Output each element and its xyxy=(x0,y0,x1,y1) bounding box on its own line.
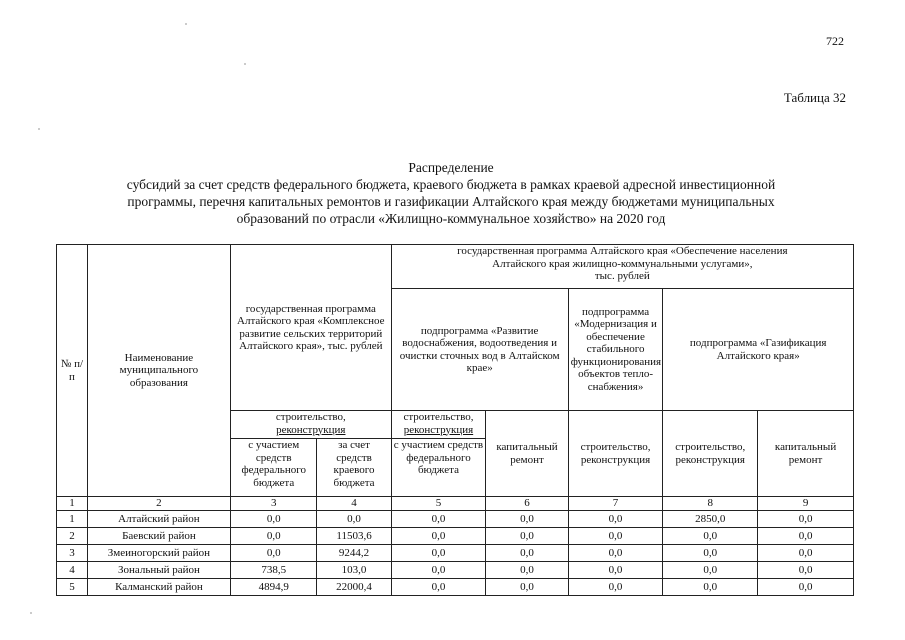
cell-regional-rural: 0,0 xyxy=(317,511,391,528)
cell-federal-water: 0,0 xyxy=(391,562,486,579)
table-label: Таблица 32 xyxy=(783,90,846,105)
row-number: 4 xyxy=(57,562,88,579)
header-regional-rural: за счет средств краевого бюджета xyxy=(317,439,391,497)
scan-speck xyxy=(30,612,32,614)
cell-federal-water: 0,0 xyxy=(391,511,486,528)
municipality-name: Алтайский район xyxy=(87,511,230,528)
cell-federal-rural: 738,5 xyxy=(230,562,316,579)
cell-regional-rural: 103,0 xyxy=(317,562,391,579)
subsidy-table xyxy=(56,244,854,596)
column-number: 2 xyxy=(87,497,230,511)
cell-regional-rural: 11503,6 xyxy=(317,528,391,545)
table-row xyxy=(57,511,854,528)
header-subprogram-gas: подпрограмма «Газификация Алтайского края» xyxy=(663,289,854,411)
cell-federal-rural: 0,0 xyxy=(230,511,316,528)
construction-line-2: реконструкция xyxy=(403,423,474,436)
cell-repair-gas: 0,0 xyxy=(758,528,854,545)
page-number: 722 xyxy=(826,34,844,48)
scan-speck xyxy=(38,128,40,130)
header-construction-heat: строительство, реконструкция xyxy=(568,411,663,497)
cell-construction-heat: 0,0 xyxy=(568,528,663,545)
column-number: 1 xyxy=(57,497,88,511)
cell-construction-gas: 0,0 xyxy=(663,579,758,596)
row-number: 3 xyxy=(57,545,88,562)
cell-construction-heat: 0,0 xyxy=(568,511,663,528)
column-number-row xyxy=(57,497,854,511)
cell-construction-gas: 0,0 xyxy=(663,528,758,545)
cell-repair-water: 0,0 xyxy=(486,562,568,579)
header-program-rural: государственная программа Алтайского края «Комплексное развитие сельских территорий Алтайского края», тыс. рублей xyxy=(230,245,391,411)
cell-construction-gas: 0,0 xyxy=(663,562,758,579)
header-name: Наименование муниципального образования xyxy=(87,245,230,497)
column-number: 7 xyxy=(568,497,663,511)
cell-repair-water: 0,0 xyxy=(486,528,568,545)
cell-federal-water: 0,0 xyxy=(391,528,486,545)
header-federal-water: с участием средств федерального бюджета xyxy=(391,439,486,497)
municipality-name: Калманский район xyxy=(87,579,230,596)
table-row xyxy=(57,528,854,545)
header-subprogram-heat: подпрограмма «Модернизация и обеспечение стабильного функционирования объектов тепло-снабжения» xyxy=(568,289,663,411)
construction-line-2: реконструкция xyxy=(276,423,346,436)
table-row xyxy=(57,545,854,562)
municipality-name: Баевский район xyxy=(87,528,230,545)
cell-repair-water: 0,0 xyxy=(486,579,568,596)
title-line-4: образований по отрасли «Жилищно-коммунальное хозяйство» на 2020 год xyxy=(236,211,666,226)
row-number: 2 xyxy=(57,528,88,545)
column-number: 9 xyxy=(758,497,854,511)
cell-federal-rural: 4894,9 xyxy=(230,579,316,596)
cell-regional-rural: 9244,2 xyxy=(317,545,391,562)
table-row xyxy=(57,579,854,596)
header-program-housing-line-1: государственная программа Алтайского края «Обеспечение населения xyxy=(457,245,788,257)
header-construction-rural xyxy=(230,411,391,439)
column-number: 6 xyxy=(486,497,568,511)
header-program-housing-line-3: тыс. рублей xyxy=(594,270,650,282)
row-number: 1 xyxy=(57,511,88,528)
construction-line-1: строительство, xyxy=(275,411,346,423)
column-number: 4 xyxy=(317,497,391,511)
cell-federal-rural: 0,0 xyxy=(230,545,316,562)
title-line-1: Распределение xyxy=(408,160,494,175)
title-line-2: субсидий за счет средств федерального бюджета, краевого бюджета в рамках краевой адресной инвестиционной xyxy=(126,177,776,192)
document-title xyxy=(60,159,842,227)
cell-construction-gas: 2850,0 xyxy=(663,511,758,528)
scan-speck xyxy=(185,23,187,25)
column-number: 3 xyxy=(230,497,316,511)
cell-regional-rural: 22000,4 xyxy=(317,579,391,596)
header-federal-rural: с участием средств федерального бюджета xyxy=(230,439,316,497)
cell-repair-gas: 0,0 xyxy=(758,562,854,579)
column-number: 5 xyxy=(391,497,486,511)
cell-construction-gas: 0,0 xyxy=(663,545,758,562)
column-number: 8 xyxy=(663,497,758,511)
header-program-housing xyxy=(391,245,853,289)
municipality-name: Змеиногорский район xyxy=(87,545,230,562)
scan-speck xyxy=(244,63,246,65)
header-construction-gas: строительство, реконструкция xyxy=(663,411,758,497)
cell-repair-gas: 0,0 xyxy=(758,579,854,596)
cell-construction-heat: 0,0 xyxy=(568,545,663,562)
cell-construction-heat: 0,0 xyxy=(568,579,663,596)
table-row xyxy=(57,562,854,579)
header-num: № п/п xyxy=(57,245,88,497)
cell-construction-heat: 0,0 xyxy=(568,562,663,579)
cell-federal-water: 0,0 xyxy=(391,545,486,562)
cell-repair-gas: 0,0 xyxy=(758,545,854,562)
row-number: 5 xyxy=(57,579,88,596)
title-line-3: программы, перечня капитальных ремонтов и газификации Алтайского края между бюджетами муниципальных xyxy=(127,194,775,209)
municipality-name: Зональный район xyxy=(87,562,230,579)
header-program-housing-line-2: Алтайского края жилищно-коммунальными услугами», xyxy=(492,257,753,270)
header-capital-repair-water: капитальный ремонт xyxy=(486,411,568,497)
cell-federal-rural: 0,0 xyxy=(230,528,316,545)
cell-repair-water: 0,0 xyxy=(486,545,568,562)
header-capital-repair-gas: капитальный ремонт xyxy=(758,411,854,497)
header-construction-water xyxy=(391,411,486,439)
cell-repair-gas: 0,0 xyxy=(758,511,854,528)
cell-repair-water: 0,0 xyxy=(486,511,568,528)
cell-federal-water: 0,0 xyxy=(391,579,486,596)
construction-line-1: строительство, xyxy=(403,411,474,423)
header-subprogram-water: подпрограмма «Развитие водоснабжения, водоотведения и очистки сточных вод в Алтайском крае» xyxy=(391,289,568,411)
